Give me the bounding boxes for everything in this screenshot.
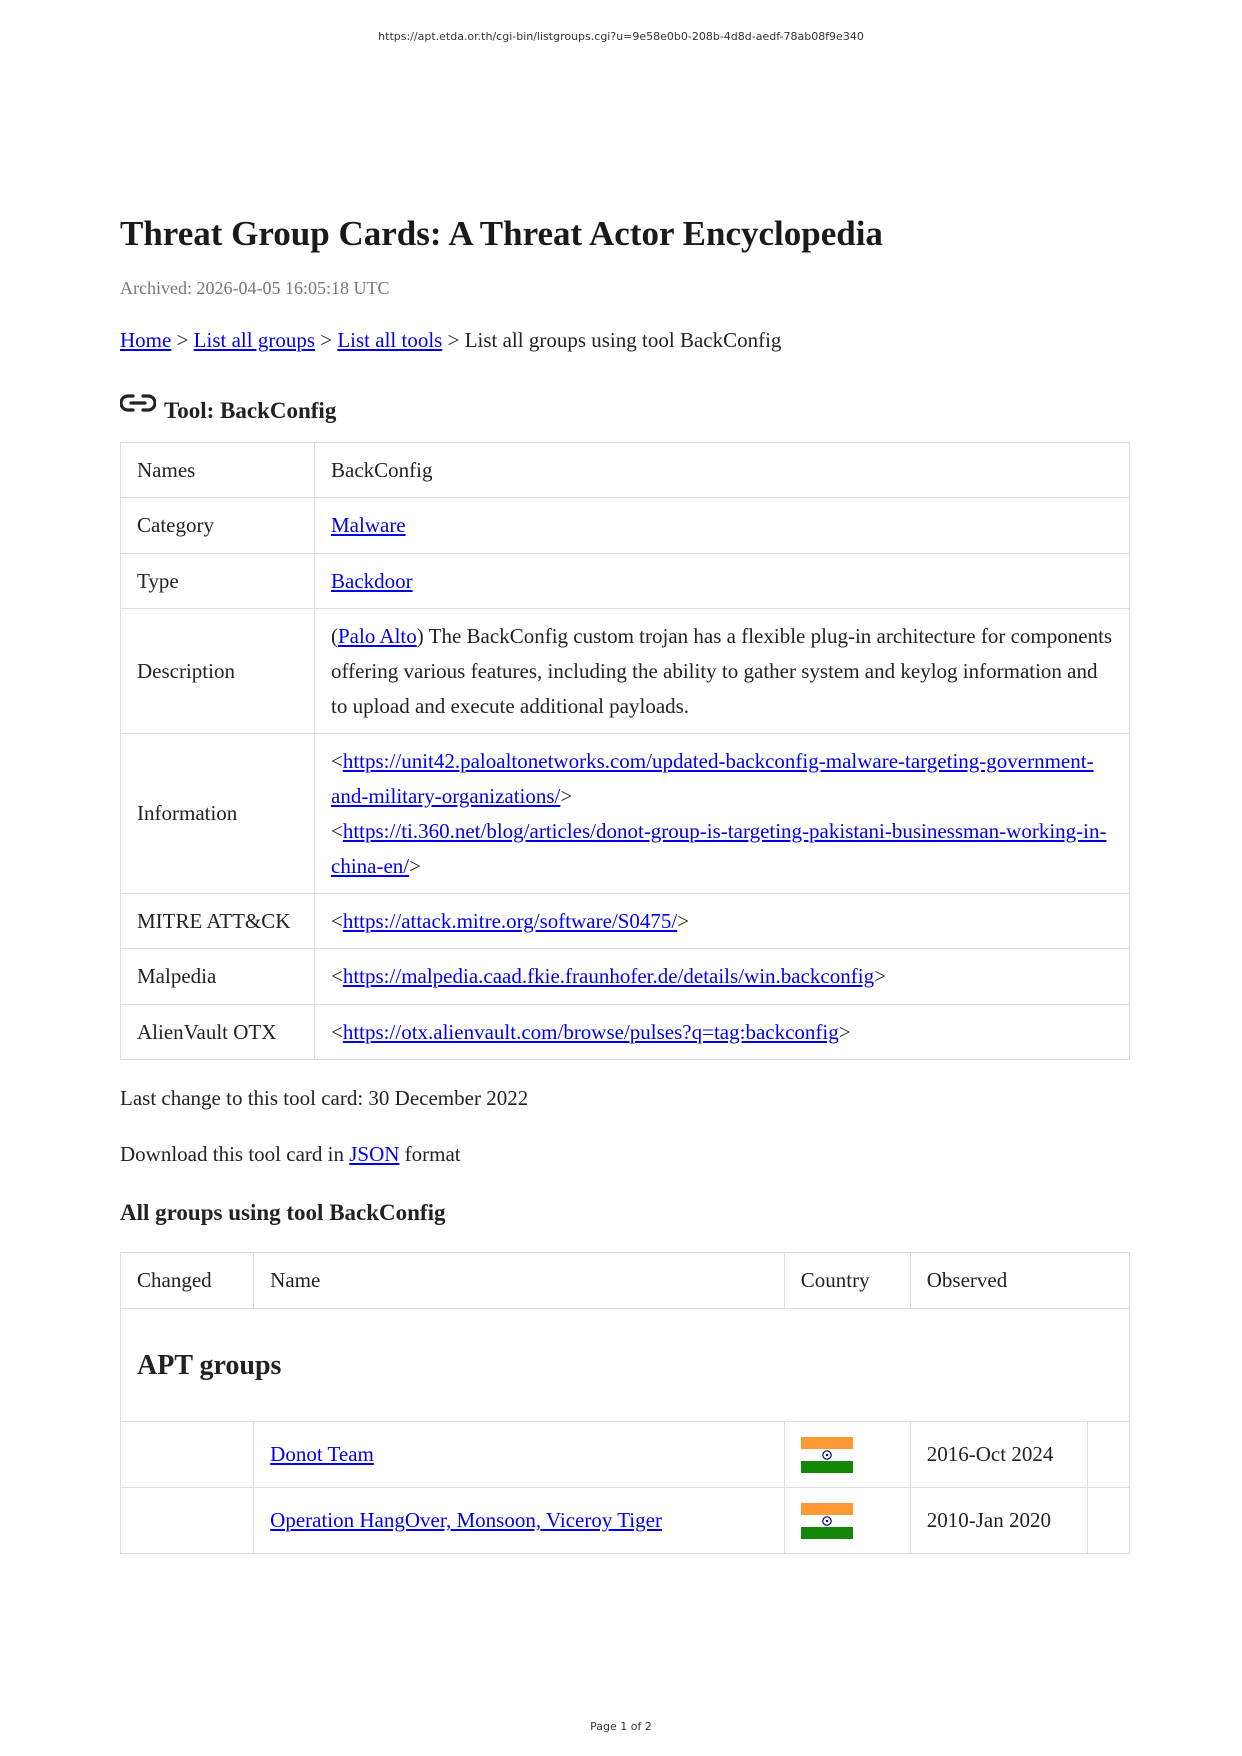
- description-cell: (Palo Alto) The BackConfig custom trojan has a flexible plug-in architecture for components offering various features, including the ability to gather system and keylog information and to upload and execute additional payloads.: [315, 609, 1130, 734]
- download-prefix: Download this tool card in: [120, 1142, 344, 1166]
- column-header-name: Name: [254, 1253, 785, 1309]
- breadcrumb-home-link[interactable]: Home: [120, 328, 172, 352]
- breadcrumb-current: List all groups using tool BackConfig: [464, 328, 782, 352]
- json-download-link[interactable]: JSON: [349, 1142, 400, 1166]
- table-row: [121, 554, 1130, 609]
- tool-title: Tool: BackConfig: [164, 398, 337, 423]
- archived-timestamp: Archived: 2026-04-05 16:05:18 UTC: [120, 278, 390, 298]
- table-row: [121, 498, 1130, 554]
- breadcrumb-separator: >: [320, 328, 333, 352]
- link-icon: [120, 392, 156, 414]
- groups-table: [120, 1252, 1130, 1554]
- table-row: [121, 443, 1130, 498]
- country-cell: [784, 1422, 910, 1488]
- breadcrumb-all-tools-link[interactable]: List all tools: [337, 328, 443, 352]
- table-row: [121, 1422, 1130, 1488]
- section-cell: [121, 1309, 1130, 1422]
- category-link[interactable]: Malware: [331, 513, 406, 537]
- names-value: BackConfig: [315, 443, 1130, 498]
- page-number: Page 1 of 2: [590, 1720, 652, 1733]
- changed-cell: [121, 1488, 254, 1554]
- country-cell: [784, 1488, 910, 1554]
- malpedia-link[interactable]: https://malpedia.caad.fkie.fraunhofer.de/details/win.backconfig: [342, 964, 875, 988]
- mitre-link[interactable]: https://attack.mitre.org/software/S0475/: [342, 908, 678, 933]
- name-cell: [254, 1488, 785, 1554]
- table-row: [121, 1488, 1130, 1554]
- table-row: [121, 894, 1130, 949]
- table-row: [121, 1005, 1130, 1060]
- otx-label: AlienVault OTX: [121, 1005, 315, 1060]
- india-flag-icon: [801, 1437, 853, 1473]
- type-label: Type: [121, 554, 315, 609]
- malpedia-label: Malpedia: [121, 949, 315, 1005]
- breadcrumb-all-groups-link[interactable]: List all groups: [193, 328, 315, 352]
- type-cell: [315, 554, 1130, 609]
- breadcrumb-separator: >: [176, 328, 189, 352]
- category-label: Category: [121, 498, 315, 554]
- download-line: [120, 1140, 1130, 1168]
- description-text: The BackConfig custom trojan has a flexible plug-in architecture for components offering various features, including the ability to gather system and keylog information and to upload and execute additional payloads.: [331, 623, 1113, 718]
- extra-cell: [1087, 1488, 1129, 1554]
- table-row: [121, 734, 1130, 894]
- column-header-observed: Observed: [910, 1253, 1129, 1309]
- information-label: Information: [121, 734, 315, 894]
- category-cell: [315, 498, 1130, 554]
- names-label: Names: [121, 443, 315, 498]
- malpedia-cell: <https://malpedia.caad.fkie.fraunhofer.de/details/win.backconfig>: [315, 949, 1130, 1005]
- india-flag-icon: [801, 1503, 853, 1539]
- column-header-changed: Changed: [121, 1253, 254, 1309]
- last-change-text: Last change to this tool card: 30 December 2022: [120, 1086, 529, 1110]
- description-source-link[interactable]: Palo Alto: [338, 623, 417, 648]
- mitre-cell: <https://attack.mitre.org/software/S0475/>: [315, 894, 1130, 949]
- page-title: Threat Group Cards: A Threat Actor Encyclopedia: [120, 214, 883, 253]
- observed-cell: 2016-Oct 2024: [910, 1422, 1087, 1488]
- type-link[interactable]: Backdoor: [331, 568, 413, 593]
- extra-cell: [1087, 1422, 1129, 1488]
- groups-heading: All groups using tool BackConfig: [120, 1200, 446, 1225]
- section-title: APT groups: [137, 1349, 282, 1381]
- observed-cell: 2010-Jan 2020: [910, 1488, 1087, 1554]
- table-header-row: [121, 1253, 1130, 1309]
- mitre-label: MITRE ATT&CK: [121, 894, 315, 949]
- otx-link[interactable]: https://otx.alienvault.com/browse/pulses?q=tag:backconfig: [342, 1019, 839, 1044]
- column-header-country: Country: [784, 1253, 910, 1309]
- name-cell: [254, 1422, 785, 1488]
- main-content: [120, 212, 1130, 1554]
- breadcrumb-separator: >: [447, 328, 460, 352]
- table-row: [121, 609, 1130, 734]
- information-link-360[interactable]: https://ti.360.net/blog/articles/donot-group-is-targeting-pakistani-businessman-working-in-china-en/: [331, 818, 1107, 878]
- section-row: [121, 1309, 1130, 1422]
- group-link-donot-team[interactable]: Donot Team: [270, 1442, 374, 1466]
- download-suffix: format: [404, 1142, 461, 1166]
- otx-cell: <https://otx.alienvault.com/browse/pulses?q=tag:backconfig>: [315, 1005, 1130, 1060]
- group-link-operation-hangover[interactable]: Operation HangOver, Monsoon, Viceroy Tiger: [270, 1508, 662, 1532]
- tool-info-table: [120, 442, 1130, 1060]
- description-label: Description: [121, 609, 315, 734]
- table-row: [121, 949, 1130, 1005]
- breadcrumb: [120, 326, 1130, 354]
- information-link-unit42[interactable]: https://unit42.paloaltonetworks.com/updated-backconfig-malware-targeting-government-and-military-organizations/: [331, 748, 1094, 808]
- changed-cell: [121, 1422, 254, 1488]
- tool-heading: [120, 386, 1130, 426]
- print-url-header: https://apt.etda.or.th/cgi-bin/listgroups.cgi?u=9e58e0b0-208b-4d8d-aedf-78ab08f9e340: [378, 30, 864, 43]
- information-cell: <https://unit42.paloaltonetworks.com/updated-backconfig-malware-targeting-government-and-military-organizations/> <https://ti.360.net/blog/articles/donot-group-is-targeting-pakistani-businessman-working-in-china-en/>: [315, 734, 1130, 894]
